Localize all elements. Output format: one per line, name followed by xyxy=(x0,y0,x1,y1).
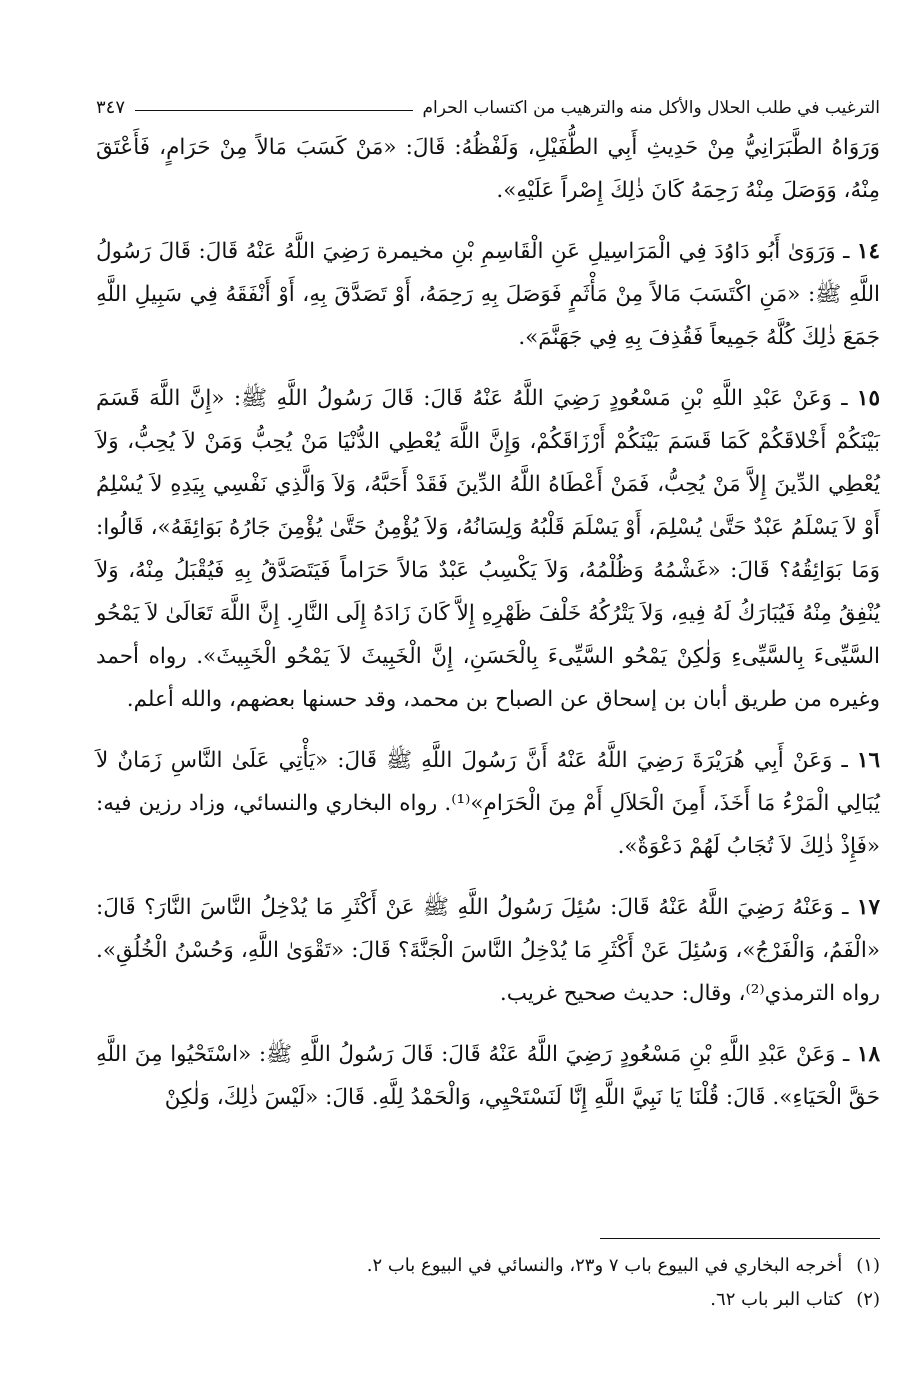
footnote-text: كتاب البر باب ٦٢. xyxy=(710,1289,843,1310)
hadith-number: ١٥ xyxy=(856,386,880,411)
running-header xyxy=(96,84,880,118)
page xyxy=(96,84,880,1137)
paragraph-text: وَرَوَىٰ أَبُو دَاوُدَ فِي الْمَرَاسِيلِ عَنِ الْقَاسِمِ بْنِ مخيمرة رَضِيَ اللَّهُ عَنْهُ قَالَ: قَالَ رَسُولُ اللَّهِ ﷺ: «مَنِ اكْتَسَبَ مَالاً مِنْ مَأْثَمٍ فَوَصَلَ بِهِ رَحِمَهُ، أَوْ تَصَدَّقَ بِهِ، أَوْ أَنْفَقَهُ فِي سَبِيلِ اللَّهِ جَمَعَ ذٰلِكَ كُلَّهُ جَمِيعاً فَقُذِفَ بِهِ فِي جَهَنَّمَ». xyxy=(96,239,880,350)
hadith-paragraph: ١٦ ـ وَعَنْ أَبِي هُرَيْرَةَ رَضِيَ اللَّهُ عَنْهُ أَنَّ رَسُولَ اللَّهِ ﷺ قَالَ: «يَأْتِي عَلَىٰ النَّاسِ زَمَانٌ لاَ يُبَالِي الْمَرْءُ مَا أَخَذَ، أَمِنَ الْحَلاَلِ أَمْ مِنَ الْحَرَامِ»⁽¹⁾. رواه البخاري والنسائي، وزاد رزين فيه: «فَإِذْ ذٰلِكَ لاَ تُجَابُ لَهُمْ دَعْوَةٌ». xyxy=(96,748,881,859)
page-number: ٣٤٧ xyxy=(96,97,126,118)
paragraph-continuation xyxy=(96,126,880,212)
hadith-paragraph: ١٤ ـ وَرَوَىٰ أَبُو دَاوُدَ فِي الْمَرَاسِيلِ عَنِ الْقَاسِمِ بْنِ مخيمرة رَضِيَ اللَّهُ عَنْهُ قَالَ: قَالَ رَسُولُ اللَّهِ ﷺ: «مَنِ اكْتَسَبَ مَالاً مِنْ مَأْثَمٍ فَوَصَلَ بِهِ رَحِمَهُ، أَوْ تَصَدَّقَ بِهِ، أَوْ أَنْفَقَهُ فِي سَبِيلِ اللَّهِ جَمَعَ ذٰلِكَ كُلَّهُ جَمِيعاً فَقُذِفَ بِهِ فِي جَهَنَّمَ». xyxy=(96,239,880,350)
footnote xyxy=(96,1249,880,1283)
footnote-marker: (٢) xyxy=(856,1289,880,1310)
page-body xyxy=(96,126,880,1119)
paragraph-text: وَرَوَاهُ الطَّبَرَانِيُّ مِنْ حَدِيثِ أَبِي الطُّفَيْلِ، وَلَفْظُهُ: قَالَ: «مَنْ كَسَبَ مَالاً مِنْ حَرَامٍ، فَأَعْتَقَ مِنْهُ، وَوَصَلَ مِنْهُ رَحِمَهُ كَانَ ذٰلِكَ إِصْراً عَلَيْهِ». xyxy=(96,135,880,203)
hadith-number: ١٤ xyxy=(856,239,880,264)
hadith-paragraph: ١٨ ـ وَعَنْ عَبْدِ اللَّهِ بْنِ مَسْعُودٍ رَضِيَ اللَّهُ عَنْهُ قَالَ: قَالَ رَسُولُ اللَّهِ ﷺ: «اسْتَحْيُوا مِنَ اللَّهِ حَقَّ الْحَيَاءِ». قَالَ: قُلْنَا يَا نَبِيَّ اللَّهِ إِنَّا لَنَسْتَحْيِي، وَالْحَمْدُ لِلَّهِ. قَالَ: «لَيْسَ ذٰلِكَ، وَلٰكِنْ xyxy=(96,1042,881,1110)
header-rule xyxy=(135,110,413,111)
hadith-paragraph: ١٧ ـ وَعَنْهُ رَضِيَ اللَّهُ عَنْهُ قَالَ: سُئِلَ رَسُولُ اللَّهِ ﷺ عَنْ أَكْثَرِ مَا يُدْخِلُ النَّاسَ النَّارَ؟ قَالَ: «الْفَمُ، وَالْفَرْجُ»، وَسُئِلَ عَنْ أَكْثَرِ مَا يُدْخِلُ النَّاسَ الْجَنَّةَ؟ قَالَ: «تَقْوَىٰ اللَّهِ، وَحُسْنُ الْخُلُقِ». رواه الترمذي⁽²⁾، وقال: حديث صحيح غريب. xyxy=(96,895,881,1006)
paragraph-text: وَعَنْ أَبِي هُرَيْرَةَ رَضِيَ اللَّهُ عَنْهُ أَنَّ رَسُولَ اللَّهِ ﷺ قَالَ: «يَأْتِي عَلَىٰ النَّاسِ زَمَانٌ لاَ يُبَالِي الْمَرْءُ مَا أَخَذَ، أَمِنَ الْحَلاَلِ أَمْ مِنَ الْحَرَامِ»⁽¹⁾. رواه البخاري والنسائي، وزاد رزين فيه: «فَإِذْ ذٰلِكَ لاَ تُجَابُ لَهُمْ دَعْوَةٌ». xyxy=(96,748,880,859)
footnote-text: أخرجه البخاري في البيوع باب ٧ و٢٣، والنسائي في البيوع باب ٢. xyxy=(366,1255,843,1276)
paragraph-text: وَعَنْ عَبْدِ اللَّهِ بْنِ مَسْعُودٍ رَضِيَ اللَّهُ عَنْهُ قَالَ: قَالَ رَسُولُ اللَّهِ ﷺ: «إِنَّ اللَّهَ قَسَمَ بَيْنَكُمْ أَخْلاقَكُمْ كَمَا قَسَمَ بَيْنَكُمْ أَرْزَاقَكُمْ، وَإِنَّ اللَّهَ يُعْطِي الدُّنْيَا مَنْ يُحِبُّ وَمَنْ لاَ يُحِبُّ، وَلاَ يُعْطِي الدِّينَ إِلاَّ مَنْ يُحِبُّ، فَمَنْ أَعْطَاهُ اللَّهُ الدِّينَ فَقَدْ أَحَبَّهُ، وَلاَ وَالَّذِي نَفْسِي بِيَدِهِ لاَ يُسْلِمُ أَوْ لاَ يَسْلَمُ عَبْدٌ حَتَّىٰ يُسْلِمَ، أَوْ يَسْلَمَ قَلْبُهُ وَلِسَانُهُ، وَلاَ يُؤْمِنُ حَتَّىٰ يُؤْمِنَ جَارُهُ بَوَائِقَهُ»، قَالُوا: وَمَا بَوَائِقُهُ؟ قَالَ: «غَشْمُهُ وَظُلْمُهُ، وَلاَ يَكْسِبُ عَبْدٌ مَالاً حَرَاماً فَيَتَصَدَّقُ بِهِ فَيُقْبَلُ مِنْهُ، وَلاَ يُنْفِقُ مِنْهُ فَيُبَارَكُ لَهُ فِيهِ، وَلاَ يَتْرُكُهُ خَلْفَ ظَهْرِهِ إِلاَّ كَانَ زَادَهُ إِلَى النَّارِ. إِنَّ اللَّهَ تَعَالَىٰ لاَ يَمْحُو السَّيِّىءَ بِالسَّيِّىءِ وَلٰكِنْ يَمْحُو السَّيِّىءَ بِالْحَسَنِ، إِنَّ الْخَبِيثَ لاَ يَمْحُو الْخَبِيثَ». رواه أحمد وغيره من طريق أبان بن إسحاق عن الصباح بن محمد، وقد حسنها بعضهم، والله أعلم. xyxy=(96,386,880,712)
footnotes xyxy=(96,1238,880,1317)
footnote xyxy=(96,1283,880,1317)
footnote-marker: (١) xyxy=(856,1255,880,1276)
hadith-number: ١٦ xyxy=(856,748,881,773)
paragraph-text: وَعَنْ عَبْدِ اللَّهِ بْنِ مَسْعُودٍ رَضِيَ اللَّهُ عَنْهُ قَالَ: قَالَ رَسُولُ اللَّهِ ﷺ: «اسْتَحْيُوا مِنَ اللَّهِ حَقَّ الْحَيَاءِ». قَالَ: قُلْنَا يَا نَبِيَّ اللَّهِ إِنَّا لَنَسْتَحْيِي، وَالْحَمْدُ لِلَّهِ. قَالَ: «لَيْسَ ذٰلِكَ، وَلٰكِنْ xyxy=(96,1042,880,1110)
footnote-rule xyxy=(600,1238,880,1239)
hadith-number: ١٨ xyxy=(856,1042,881,1067)
header-title: الترغيب في طلب الحلال والأكل منه والترهيب من اكتساب الحرام xyxy=(422,98,880,118)
hadith-paragraph: ١٥ ـ وَعَنْ عَبْدِ اللَّهِ بْنِ مَسْعُودٍ رَضِيَ اللَّهُ عَنْهُ قَالَ: قَالَ رَسُولُ اللَّهِ ﷺ: «إِنَّ اللَّهَ قَسَمَ بَيْنَكُمْ أَخْلاقَكُمْ كَمَا قَسَمَ بَيْنَكُمْ أَرْزَاقَكُمْ، وَإِنَّ اللَّهَ يُعْطِي الدُّنْيَا مَنْ يُحِبُّ وَمَنْ لاَ يُحِبُّ، وَلاَ يُعْطِي الدِّينَ إِلاَّ مَنْ يُحِبُّ، فَمَنْ أَعْطَاهُ اللَّهُ الدِّينَ فَقَدْ أَحَبَّهُ، وَلاَ وَالَّذِي نَفْسِي بِيَدِهِ لاَ يُسْلِمُ أَوْ لاَ يَسْلَمُ عَبْدٌ حَتَّىٰ يُسْلِمَ، أَوْ يَسْلَمَ قَلْبُهُ وَلِسَانُهُ، وَلاَ يُؤْمِنُ حَتَّىٰ يُؤْمِنَ جَارُهُ بَوَائِقَهُ»، قَالُوا: وَمَا بَوَائِقُهُ؟ قَالَ: «غَشْمُهُ وَظُلْمُهُ، وَلاَ يَكْسِبُ عَبْدٌ مَالاً حَرَاماً فَيَتَصَدَّقُ بِهِ فَيُقْبَلُ مِنْهُ، وَلاَ يُنْفِقُ مِنْهُ فَيُبَارَكُ لَهُ فِيهِ، وَلاَ يَتْرُكُهُ خَلْفَ ظَهْرِهِ إِلاَّ كَانَ زَادَهُ إِلَى النَّارِ. إِنَّ اللَّهَ تَعَالَىٰ لاَ يَمْحُو السَّيِّىءَ بِالسَّيِّىءِ وَلٰكِنْ يَمْحُو السَّيِّىءَ بِالْحَسَنِ، إِنَّ الْخَبِيثَ لاَ يَمْحُو الْخَبِيثَ». رواه أحمد وغيره من طريق أبان بن إسحاق عن الصباح بن محمد، وقد حسنها بعضهم، والله أعلم. xyxy=(96,386,880,712)
hadith-number: ١٧ xyxy=(856,895,881,920)
paragraph-text: وَعَنْهُ رَضِيَ اللَّهُ عَنْهُ قَالَ: سُئِلَ رَسُولُ اللَّهِ ﷺ عَنْ أَكْثَرِ مَا يُدْخِلُ النَّاسَ النَّارَ؟ قَالَ: «الْفَمُ، وَالْفَرْجُ»، وَسُئِلَ عَنْ أَكْثَرِ مَا يُدْخِلُ النَّاسَ الْجَنَّةَ؟ قَالَ: «تَقْوَىٰ اللَّهِ، وَحُسْنُ الْخُلُقِ». رواه الترمذي⁽²⁾، وقال: حديث صحيح غريب. xyxy=(96,895,880,1006)
